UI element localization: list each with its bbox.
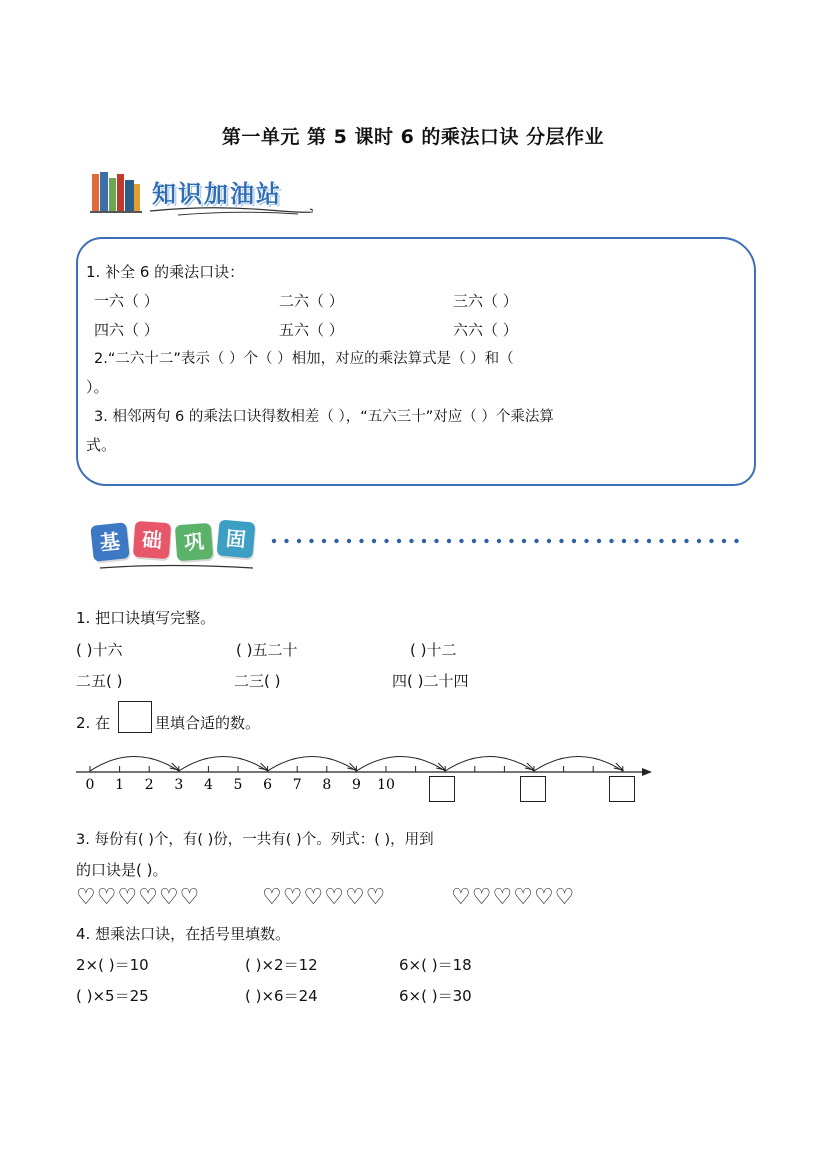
divider-dot — [722, 539, 726, 543]
divider-dot — [409, 539, 413, 543]
jump-arc — [356, 757, 445, 772]
tile-4: 固 — [216, 519, 255, 558]
divider-dot — [597, 539, 601, 543]
basic-q3-line1: 3. 每份有( )个，有( )份，一共有( )个。列式：( )，用到 — [76, 832, 434, 848]
divider-dot — [422, 539, 426, 543]
basic-q1-r2-c: 四( )二十四 — [392, 672, 469, 690]
divider-dot — [697, 539, 701, 543]
tile-2: 础 — [133, 521, 171, 559]
jump-arc — [445, 757, 534, 772]
basic-q1-title: 1. 把口诀填写完整。 — [76, 609, 216, 627]
divider-dot — [534, 539, 538, 543]
number-line-label: 10 — [377, 777, 395, 793]
knowledge-row2-c: 六六（ ） — [453, 321, 518, 339]
banner-knowledge: 知识加油站 — [152, 180, 282, 208]
number-line-label: 1 — [115, 777, 125, 793]
tile-1: 基 — [90, 522, 130, 562]
tile-3: 巩 — [175, 523, 213, 561]
number-line-label: 3 — [174, 777, 184, 793]
divider-dot — [447, 539, 451, 543]
jump-arc — [179, 757, 268, 772]
heart-icon: ♡ — [179, 885, 200, 910]
heart-icon: ♡ — [365, 885, 386, 910]
number-line-label: 6 — [263, 777, 273, 793]
heart-icon: ♡ — [451, 885, 471, 910]
divider-dot — [572, 539, 576, 543]
divider-dot — [359, 539, 363, 543]
divider-dot — [459, 539, 463, 543]
jump-arc — [90, 757, 179, 772]
knowledge-row1-b: 二六（ ） — [279, 292, 344, 310]
divider-dot — [647, 539, 651, 543]
knowledge-q3-line2: 式。 — [86, 436, 117, 454]
divider-dot — [322, 539, 326, 543]
basic-q4-r2-c: 6×( )＝30 — [399, 987, 472, 1005]
books-icon — [90, 170, 142, 214]
answer-box-sample — [118, 701, 152, 733]
number-line — [70, 745, 660, 805]
basic-q3-line2: 的口诀是( )。 — [76, 861, 168, 879]
heart-icon: ♡ — [513, 885, 533, 910]
divider-dot — [347, 539, 351, 543]
heart-icon: ♡ — [554, 885, 575, 910]
divider-dot — [384, 539, 388, 543]
divider-dot — [334, 539, 338, 543]
heart-icon: ♡ — [262, 885, 282, 910]
divider-dot — [309, 539, 313, 543]
knowledge-row1-c: 三六（ ） — [453, 292, 518, 310]
number-line-label: 9 — [351, 777, 361, 793]
hearts-group-3 — [451, 887, 575, 909]
basic-q1-r2-a: 二五( ) — [76, 672, 123, 690]
hearts-group-1 — [76, 887, 200, 909]
divider-dot — [372, 539, 376, 543]
banner-underline — [148, 203, 313, 217]
number-line-label: 0 — [85, 777, 95, 793]
basic-q4-r1-a: 2×( )＝10 — [76, 956, 149, 974]
answer-box-3[interactable] — [609, 776, 635, 802]
divider-dot — [659, 539, 663, 543]
heart-icon: ♡ — [76, 885, 96, 910]
basic-q4-r2-b: ( )×6＝24 — [245, 987, 318, 1005]
basic-q1-r1-a: ( )十六 — [76, 641, 123, 659]
divider-dot — [472, 539, 476, 543]
divider-dot — [684, 539, 688, 543]
heart-icon: ♡ — [471, 885, 492, 910]
number-line-label: 8 — [322, 777, 332, 793]
number-line-label: 2 — [144, 777, 154, 793]
jump-arc — [534, 757, 623, 772]
number-line-label: 4 — [203, 777, 213, 793]
divider-dot — [622, 539, 626, 543]
divider-dot — [584, 539, 588, 543]
basic-q2-prefix: 2. 在 — [76, 714, 111, 732]
knowledge-q1-title: 1. 补全 6 的乘法口诀： — [86, 263, 245, 281]
knowledge-row2-a: 四六（ ） — [94, 321, 159, 339]
heart-icon: ♡ — [533, 885, 554, 910]
heart-icon: ♡ — [117, 885, 138, 910]
divider-dot — [509, 539, 513, 543]
knowledge-box — [76, 237, 756, 486]
number-line-label: 7 — [292, 777, 302, 793]
divider-dot — [397, 539, 401, 543]
basic-q1-r2-b: 二三( ) — [234, 672, 281, 690]
number-line-label: 5 — [233, 777, 243, 793]
divider-dot — [522, 539, 526, 543]
page-title: 第一单元 第 5 课时 6 的乘法口诀 分层作业 — [221, 126, 605, 148]
divider-dot — [547, 539, 551, 543]
answer-box-1[interactable] — [429, 776, 455, 802]
divider-dot — [609, 539, 613, 543]
knowledge-row1-a: 一六（ ） — [94, 292, 159, 310]
divider-dot — [272, 539, 276, 543]
number-line-arrowhead — [642, 768, 652, 776]
heart-icon: ♡ — [324, 885, 344, 910]
knowledge-row2-b: 五六（ ） — [279, 321, 344, 339]
divider-dot — [559, 539, 563, 543]
divider-dot — [434, 539, 438, 543]
heart-icon: ♡ — [492, 885, 513, 910]
heart-icon: ♡ — [96, 885, 117, 910]
knowledge-q2-line2: ）。 — [86, 378, 109, 396]
basic-q1-r1-c: ( )十二 — [410, 641, 457, 659]
divider-dot — [484, 539, 488, 543]
divider-dot — [734, 539, 738, 543]
hearts-group-2 — [262, 887, 386, 909]
heart-icon: ♡ — [282, 885, 303, 910]
answer-box-2[interactable] — [520, 776, 546, 802]
basic-q4-title: 4. 想乘法口诀，在括号里填数。 — [76, 925, 291, 943]
heart-icon: ♡ — [344, 885, 365, 910]
divider-dot — [284, 539, 288, 543]
divider-dot — [634, 539, 638, 543]
basic-q1-r1-b: ( )五二十 — [236, 641, 298, 659]
knowledge-q2-line1: 2.“二六十二”表示（ ）个（ ）相加，对应的乘法算式是（ ）和（ — [94, 351, 514, 367]
heart-icon: ♡ — [303, 885, 324, 910]
divider-dot — [672, 539, 676, 543]
basic-q2-suffix: 里填合适的数。 — [155, 714, 261, 732]
divider-dot — [297, 539, 301, 543]
heart-icon: ♡ — [138, 885, 158, 910]
basic-q4-r2-a: ( )×5＝25 — [76, 987, 149, 1005]
divider-dot — [497, 539, 501, 543]
basic-q4-r1-c: 6×( )＝18 — [399, 956, 472, 974]
dotted-divider — [270, 537, 740, 545]
banner-basic — [88, 518, 268, 574]
divider-dot — [709, 539, 713, 543]
banner-basic-underline — [98, 562, 258, 574]
jump-arc — [268, 757, 357, 772]
heart-icon: ♡ — [158, 885, 179, 910]
knowledge-q3-line1: 3. 相邻两句 6 的乘法口诀得数相差（ ），“五六三十”对应（ ）个乘法算 — [94, 409, 554, 425]
basic-q4-r1-b: ( )×2＝12 — [245, 956, 318, 974]
